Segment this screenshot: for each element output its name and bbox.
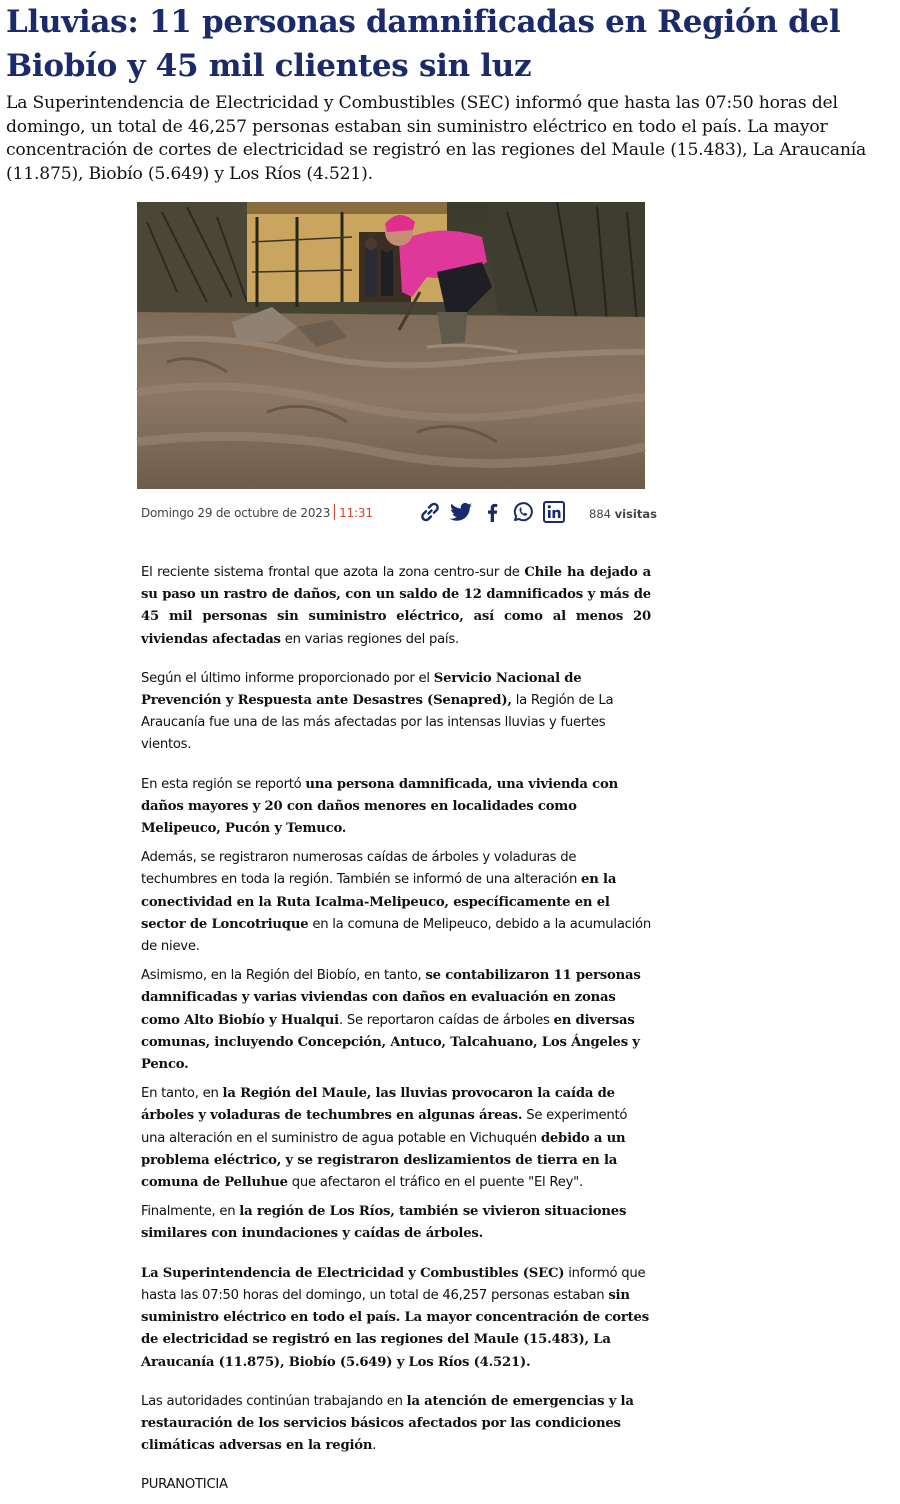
twitter-icon xyxy=(449,500,473,524)
text-run: . xyxy=(372,1438,377,1454)
article-paragraph-1 xyxy=(141,562,651,651)
article-body xyxy=(141,562,651,1504)
bold-run: La Superintendencia de Electricidad y Combustibles (SEC) xyxy=(141,1265,565,1281)
bold-run: la región de Los Ríos, también se vivieron situaciones similares con inundaciones y caídas de árboles. xyxy=(141,1204,627,1242)
article-paragraph-4 xyxy=(141,847,651,958)
text-run: Se experimentó una alteración en el suministro de agua potable en Vichuquén xyxy=(141,1108,628,1146)
article-lead: La Superintendencia de Electricidad y Combustibles (SEC) informó que hasta las 07:50 horas del domingo, un total de 46,257 personas estaban sin suministro eléctrico en todo el país. La mayor concentración de cortes de electricidad se registró en las regiones del Maule (15.483), La Araucanía (11.875), Biobío (5.649) y Los Ríos (4.521). xyxy=(6,93,867,184)
text-run: Las autoridades continúan trabajando en xyxy=(141,1393,407,1409)
text-run: En tanto, en xyxy=(141,1086,223,1102)
article-paragraph-2 xyxy=(141,668,651,757)
bold-run: se contabilizaron 11 personas damnificadas y varias viviendas con daños en evaluación en zonas como Alto Biobío y Hualqui xyxy=(141,968,641,1028)
article-source: PURANOTICIA xyxy=(141,1477,228,1493)
date-separator xyxy=(334,504,335,520)
bold-run: la atención de emergencias y la restauración de los servicios básicos afectados por las condiciones climáticas adversas en la región xyxy=(141,1393,634,1454)
text-run: la Región de La Araucanía fue una de las más afectadas por las intensas lluvias y fuertes vientos. xyxy=(141,693,614,753)
share-linkedin-button[interactable] xyxy=(542,500,566,524)
article-paragraph-3 xyxy=(141,774,651,841)
bold-run: sin suministro eléctrico en todo el país. La mayor concentración de cortes de electricidad se registró en las regiones del Maule (15.483), La Araucanía (11.875), Biobío (5.649) y Los Ríos (4.521). xyxy=(141,1287,649,1370)
article-paragraph-7 xyxy=(141,1201,651,1245)
linkedin-icon xyxy=(542,500,566,524)
bold-run: Servicio Nacional de Prevención y Respuesta ante Desastres (Senapred), xyxy=(141,670,582,709)
article-paragraph-8 xyxy=(141,1263,651,1374)
copy-link-button[interactable] xyxy=(418,500,442,524)
text-run: El reciente sistema frontal que azota la zona centro-sur de xyxy=(141,565,525,580)
facebook-icon xyxy=(480,500,504,524)
article-paragraph-5 xyxy=(141,965,651,1076)
share-twitter-button[interactable] xyxy=(449,500,473,524)
article-paragraph-6 xyxy=(141,1083,651,1194)
text-run: Asimismo, en la Región del Biobío, en tanto, xyxy=(141,968,426,984)
publish-date xyxy=(141,504,373,520)
text-run: que afectaron el tráfico en el puente "El Rey". xyxy=(287,1175,583,1191)
share-whatsapp-button[interactable] xyxy=(511,500,535,524)
visits-counter xyxy=(589,507,657,521)
bold-run: en la conectividad en la Ruta Icalma-Melipeuco, específicamente en el sector de Loncotriuque xyxy=(141,872,617,932)
article-photo xyxy=(137,202,645,489)
text-run: . Se reportaron caídas de árboles xyxy=(338,1012,554,1028)
text-run: En esta región se reportó xyxy=(141,776,306,792)
publish-time: 11:31 xyxy=(339,506,373,520)
bold-run: una persona damnificada, una vivienda con daños mayores y 20 con daños menores en localidades como Melipeuco, Pucón y Temuco. xyxy=(141,776,618,837)
bold-run: la Región del Maule, las lluvias provocaron la caída de árboles y voladuras de techumbres en algunas áreas. xyxy=(141,1086,615,1124)
whatsapp-icon xyxy=(511,500,535,524)
text-run: Además, se registraron numerosas caídas de árboles y voladuras de techumbres en toda la región. También se informó de una alteración xyxy=(141,850,582,888)
bold-run: en diversas comunas, incluyendo Concepción, Antuco, Talcahuano, Los Ángeles y Penco. xyxy=(141,1012,640,1073)
bold-run: debido a un problema eléctrico, y se registraron deslizamientos de tierra en la comuna de Pelluhue xyxy=(141,1130,626,1191)
flood-mud-photo-illustration xyxy=(137,202,645,489)
publish-date-text: Domingo 29 de octubre de 2023 xyxy=(141,506,331,520)
article-paragraph-9 xyxy=(141,1391,651,1458)
text-run: en varias regiones del país. xyxy=(280,631,459,647)
text-run: en la comuna de Melipeuco, debido a la acumulación de nieve. xyxy=(141,916,651,955)
share-facebook-button[interactable] xyxy=(480,500,504,524)
link-icon xyxy=(418,500,442,524)
article-headline: Lluvias: 11 personas damnificadas en Región del Biobío y 45 mil clientes sin luz xyxy=(6,4,841,84)
text-run: informó que hasta las 07:50 horas del domingo, un total de 46,257 personas estaban xyxy=(141,1265,646,1303)
visits-count: 884 xyxy=(589,507,611,521)
text-run: Finalmente, en xyxy=(141,1204,240,1220)
visits-label: visitas xyxy=(614,507,657,521)
bold-run: Chile ha dejado a su paso un rastro de daños, con un saldo de 12 damnificados y más de 45 mil personas sin suministro eléctrico, así como al menos 20 viviendas afectadas xyxy=(141,565,651,647)
text-run: Según el último informe proporcionado por el xyxy=(141,670,434,686)
